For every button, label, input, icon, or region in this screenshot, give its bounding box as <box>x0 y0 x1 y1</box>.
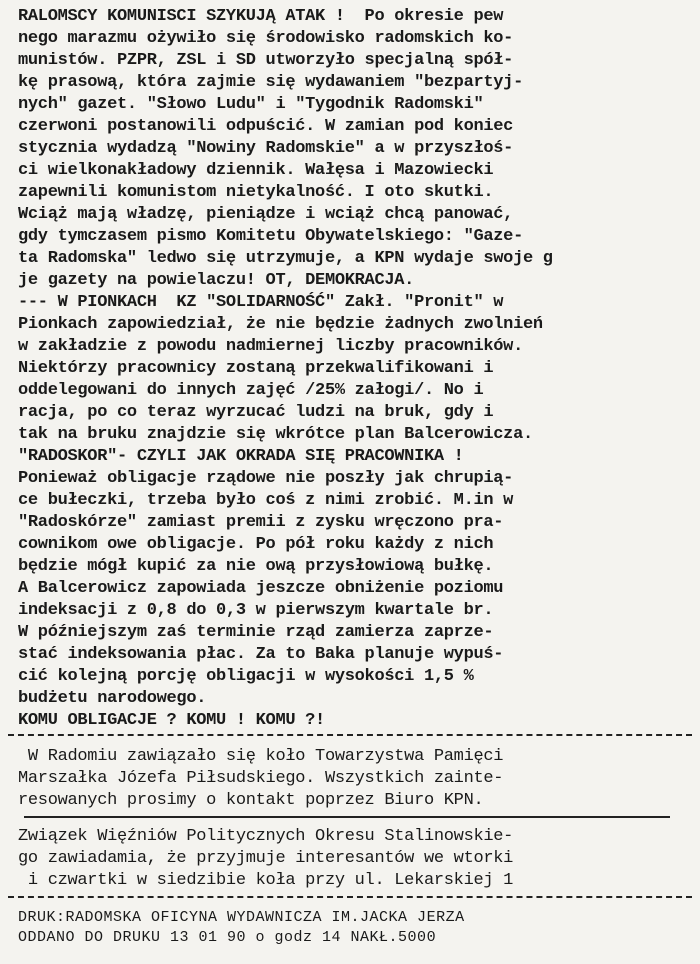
text-line: ODDANO DO DRUKU 13 01 90 o godz 14 NAKŁ.5000 <box>18 929 437 946</box>
text-line: W późniejszym zaś terminie rząd zamierza zaprze- <box>18 623 494 642</box>
text-line: KOMU OBLIGACJE ? KOMU ! KOMU ?! <box>18 711 325 730</box>
text-line: je gazety na powielaczu! OT, DEMOKRACJA. <box>18 271 415 290</box>
text-line: munistów. PZPR, ZSL i SD utworzyło specjalną spół- <box>18 51 514 70</box>
print-imprint-footer <box>18 908 700 948</box>
text-line: go zawiadamia, że przyjmuje interesantów we wtorki <box>18 849 514 868</box>
text-line: ce bułeczki, trzeba było coś z nimi zrobić. M.in w <box>18 491 514 510</box>
text-line: ci wielkonakładowy dziennik. Wałęsa i Mazowiecki <box>18 161 494 180</box>
text-line: nego marazmu ożywiło się środowisko radomskich ko- <box>18 29 514 48</box>
text-line: budżetu narodowego. <box>18 689 207 708</box>
text-line: tak na bruku znajdzie się wkrótce plan Balcerowicza. <box>18 425 533 444</box>
text-line: w zakładzie z powodu nadmiernej liczby pracowników. <box>18 337 523 356</box>
text-line: nych" gazet. "Słowo Ludu" i "Tygodnik Radomski" <box>18 95 484 114</box>
text-line: cić kolejną porcję obligacji w wysokości 1,5 % <box>18 667 474 686</box>
text-line: Związek Więźniów Politycznych Okresu Stalinowskie- <box>18 827 514 846</box>
text-line: Wciąż mają władzę, pieniądze i wciąż chcą panować, <box>18 205 514 224</box>
text-line: resowanych prosimy o kontakt poprzez Biuro KPN. <box>18 791 484 810</box>
text-line: czerwoni postanowili odpuścić. W zamian pod koniec <box>18 117 514 136</box>
text-line: Marszałka Józefa Piłsudskiego. Wszystkich zainte- <box>18 769 504 788</box>
separator-dashed <box>8 734 692 736</box>
text-line: kę prasową, która zajmie się wydawaniem "bezpartyj- <box>18 73 523 92</box>
text-line: "Radoskórze" zamiast premii z zysku wręczono pra- <box>18 513 504 532</box>
text-line: będzie mógł kupić za nie ową przysłowiową bułkę. <box>18 557 494 576</box>
text-line: W Radomiu zawiązało się koło Towarzystwa Pamięci <box>18 747 504 766</box>
text-line: ta Radomska" ledwo się utrzymuje, a KPN wydaje swoje g <box>18 249 553 268</box>
text-line: zapewnili komunistom nietykalność. I oto skutki. <box>18 183 494 202</box>
article-column <box>18 6 700 732</box>
text-line: stać indeksowania płac. Za to Baka planuje wypuś- <box>18 645 504 664</box>
text-line: cownikom owe obligacje. Po pół roku każdy z nich <box>18 535 494 554</box>
text-line: Niektórzy pracownicy zostaną przekwalifikowani i <box>18 359 494 378</box>
text-line: "RADOSKOR"- CZYLI JAK OKRADA SIĘ PRACOWNIKA ! <box>18 447 464 466</box>
text-line: --- W PIONKACH KZ "SOLIDARNOŚĆ" Zakł. "Pronit" w <box>18 293 504 312</box>
text-line: Pionkach zapowiedział, że nie będzie żadnych zwolnień <box>18 315 543 334</box>
text-line: oddelegowani do innych zajęć /25% załogi/. No i <box>18 381 484 400</box>
separator-underline <box>24 816 670 818</box>
text-line: racja, po co teraz wyrzucać ludzi na bruk, gdy i <box>18 403 494 422</box>
text-line: Ponieważ obligacje rządowe nie poszły jak chrupią- <box>18 469 514 488</box>
text-line: i czwartki w siedzibie koła przy ul. Lekarskiej 1 <box>18 871 514 890</box>
text-line: DRUK:RADOMSKA OFICYNA WYDAWNICZA IM.JACKA JERZA <box>18 909 465 926</box>
text-line: RALOMSCY KOMUNISCI SZYKUJĄ ATAK ! Po okresie pew <box>18 7 504 26</box>
text-line: gdy tymczasem pismo Komitetu Obywatelskiego: "Gaze- <box>18 227 523 246</box>
notice-political-prisoners <box>18 826 700 892</box>
text-line: stycznia wydadzą "Nowiny Radomskie" a w przyszłoś- <box>18 139 514 158</box>
separator-dashed-footer <box>8 896 692 898</box>
text-line: indeksacji z 0,8 do 0,3 w pierwszym kwartale br. <box>18 601 494 620</box>
text-line: A Balcerowicz zapowiada jeszcze obniżenie poziomu <box>18 579 504 598</box>
notice-pilsudski-society <box>18 746 700 812</box>
